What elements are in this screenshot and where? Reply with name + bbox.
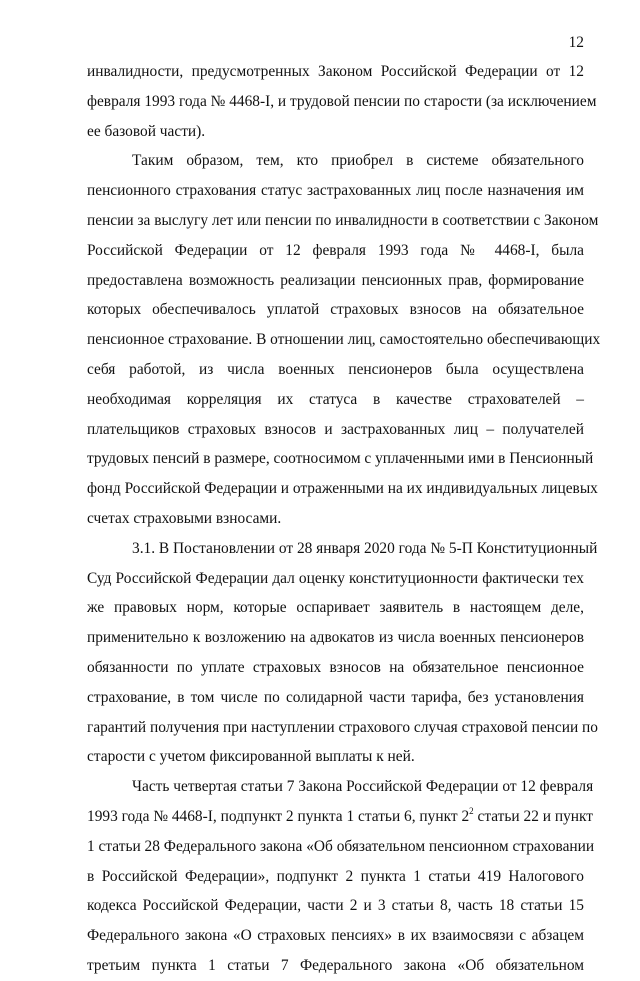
- text-line: гарантий получения при наступлении страхового случая страховой пенсии по: [87, 718, 598, 736]
- paragraph: [87, 772, 595, 981]
- text-line: Российской Федерации от 12 февраля 1993 года № 4468-I, была: [87, 241, 584, 259]
- text-line: Таким образом, тем, кто приобрел в системе обязательного: [132, 152, 584, 170]
- paragraph: [87, 146, 601, 533]
- text-line: февраля 1993 года № 4468-I, и трудовой пенсии по старости (за исключением: [87, 92, 597, 110]
- text-line: пенсионное страхование. В отношении лиц, самостоятельно обеспечивающих: [87, 331, 601, 349]
- paragraph: [87, 57, 597, 146]
- text-line: Суд Российской Федерации дал оценку конституционности фактически тех: [87, 569, 584, 587]
- text-run: 1993 года № 4468-I, подпункт 2 пункта 1 статьи 6, пункт 2: [87, 807, 470, 825]
- page-number: 12: [568, 34, 584, 51]
- text-line: 1 статьи 28 Федерального закона «Об обязательном пенсионном страховании: [87, 837, 595, 855]
- text-line: счетах страховыми взносами.: [87, 509, 282, 527]
- text-line: которых обеспечивалось уплатой страховых взносов на обязательное: [87, 301, 584, 319]
- text-line: необходимая корреляция их статуса в качестве страхователей –: [87, 390, 584, 408]
- text-line: пенсии за выслугу лет или пенсии по инвалидности в соответствии с Законом: [87, 211, 599, 229]
- text-line: инвалидности, предусмотренных Законом Российской Федерации от 12: [87, 63, 584, 80]
- text-line: 3.1. В Постановлении от 28 января 2020 года № 5-П Конституционный: [132, 539, 598, 557]
- text-line: применительно к возложению на адвокатов из числа военных пенсионеров: [87, 629, 584, 647]
- text-line: обязанности по уплате страховых взносов на обязательное пенсионное: [87, 658, 584, 676]
- text-line: плательщиков страховых взносов и застрахованных лиц – получателей: [87, 420, 584, 438]
- text-line: ее базовой части).: [87, 122, 206, 140]
- text-line: страхование, в том числе по солидарной части тарифа, без установления: [87, 688, 584, 706]
- text-line: [87, 802, 594, 832]
- text-line: же правовых норм, которые оспаривает заявитель в настоящем деле,: [87, 599, 584, 617]
- text-line: фонд Российской Федерации и отраженными на их индивидуальных лицевых: [87, 480, 598, 498]
- text-line: старости с учетом фиксированной выплаты к ней.: [87, 748, 415, 766]
- text-line: пенсионного страхования статус застрахованных лиц после назначения им: [87, 182, 584, 200]
- paragraph: [87, 534, 598, 772]
- text-line: себя работой, из числа военных пенсионеров была осуществлена: [87, 360, 584, 378]
- superscript: 2: [469, 805, 474, 816]
- text-line: Федерального закона «О страховых пенсиях» в их взаимосвязи с абзацем: [87, 927, 584, 945]
- text-line: в Российской Федерации», подпункт 2 пункта 1 статьи 419 Налогового: [87, 867, 584, 885]
- text-line: третьим пункта 1 статьи 7 Федерального закона «Об обязательном: [87, 956, 584, 974]
- text-line: кодекса Российской Федерации, части 2 и 3 статьи 8, часть 18 статьи 15: [87, 897, 584, 915]
- text-line: трудовых пенсий в размере, соотносимом с уплаченными ими в Пенсионный: [87, 450, 594, 468]
- text-line: предоставлена возможность реализации пенсионных прав, формирование: [87, 271, 584, 289]
- document-body: [87, 57, 601, 981]
- text-line: Часть четвертая статьи 7 Закона Российской Федерации от 12 февраля: [132, 778, 594, 796]
- text-run: статьи 22 и пункт: [473, 807, 594, 825]
